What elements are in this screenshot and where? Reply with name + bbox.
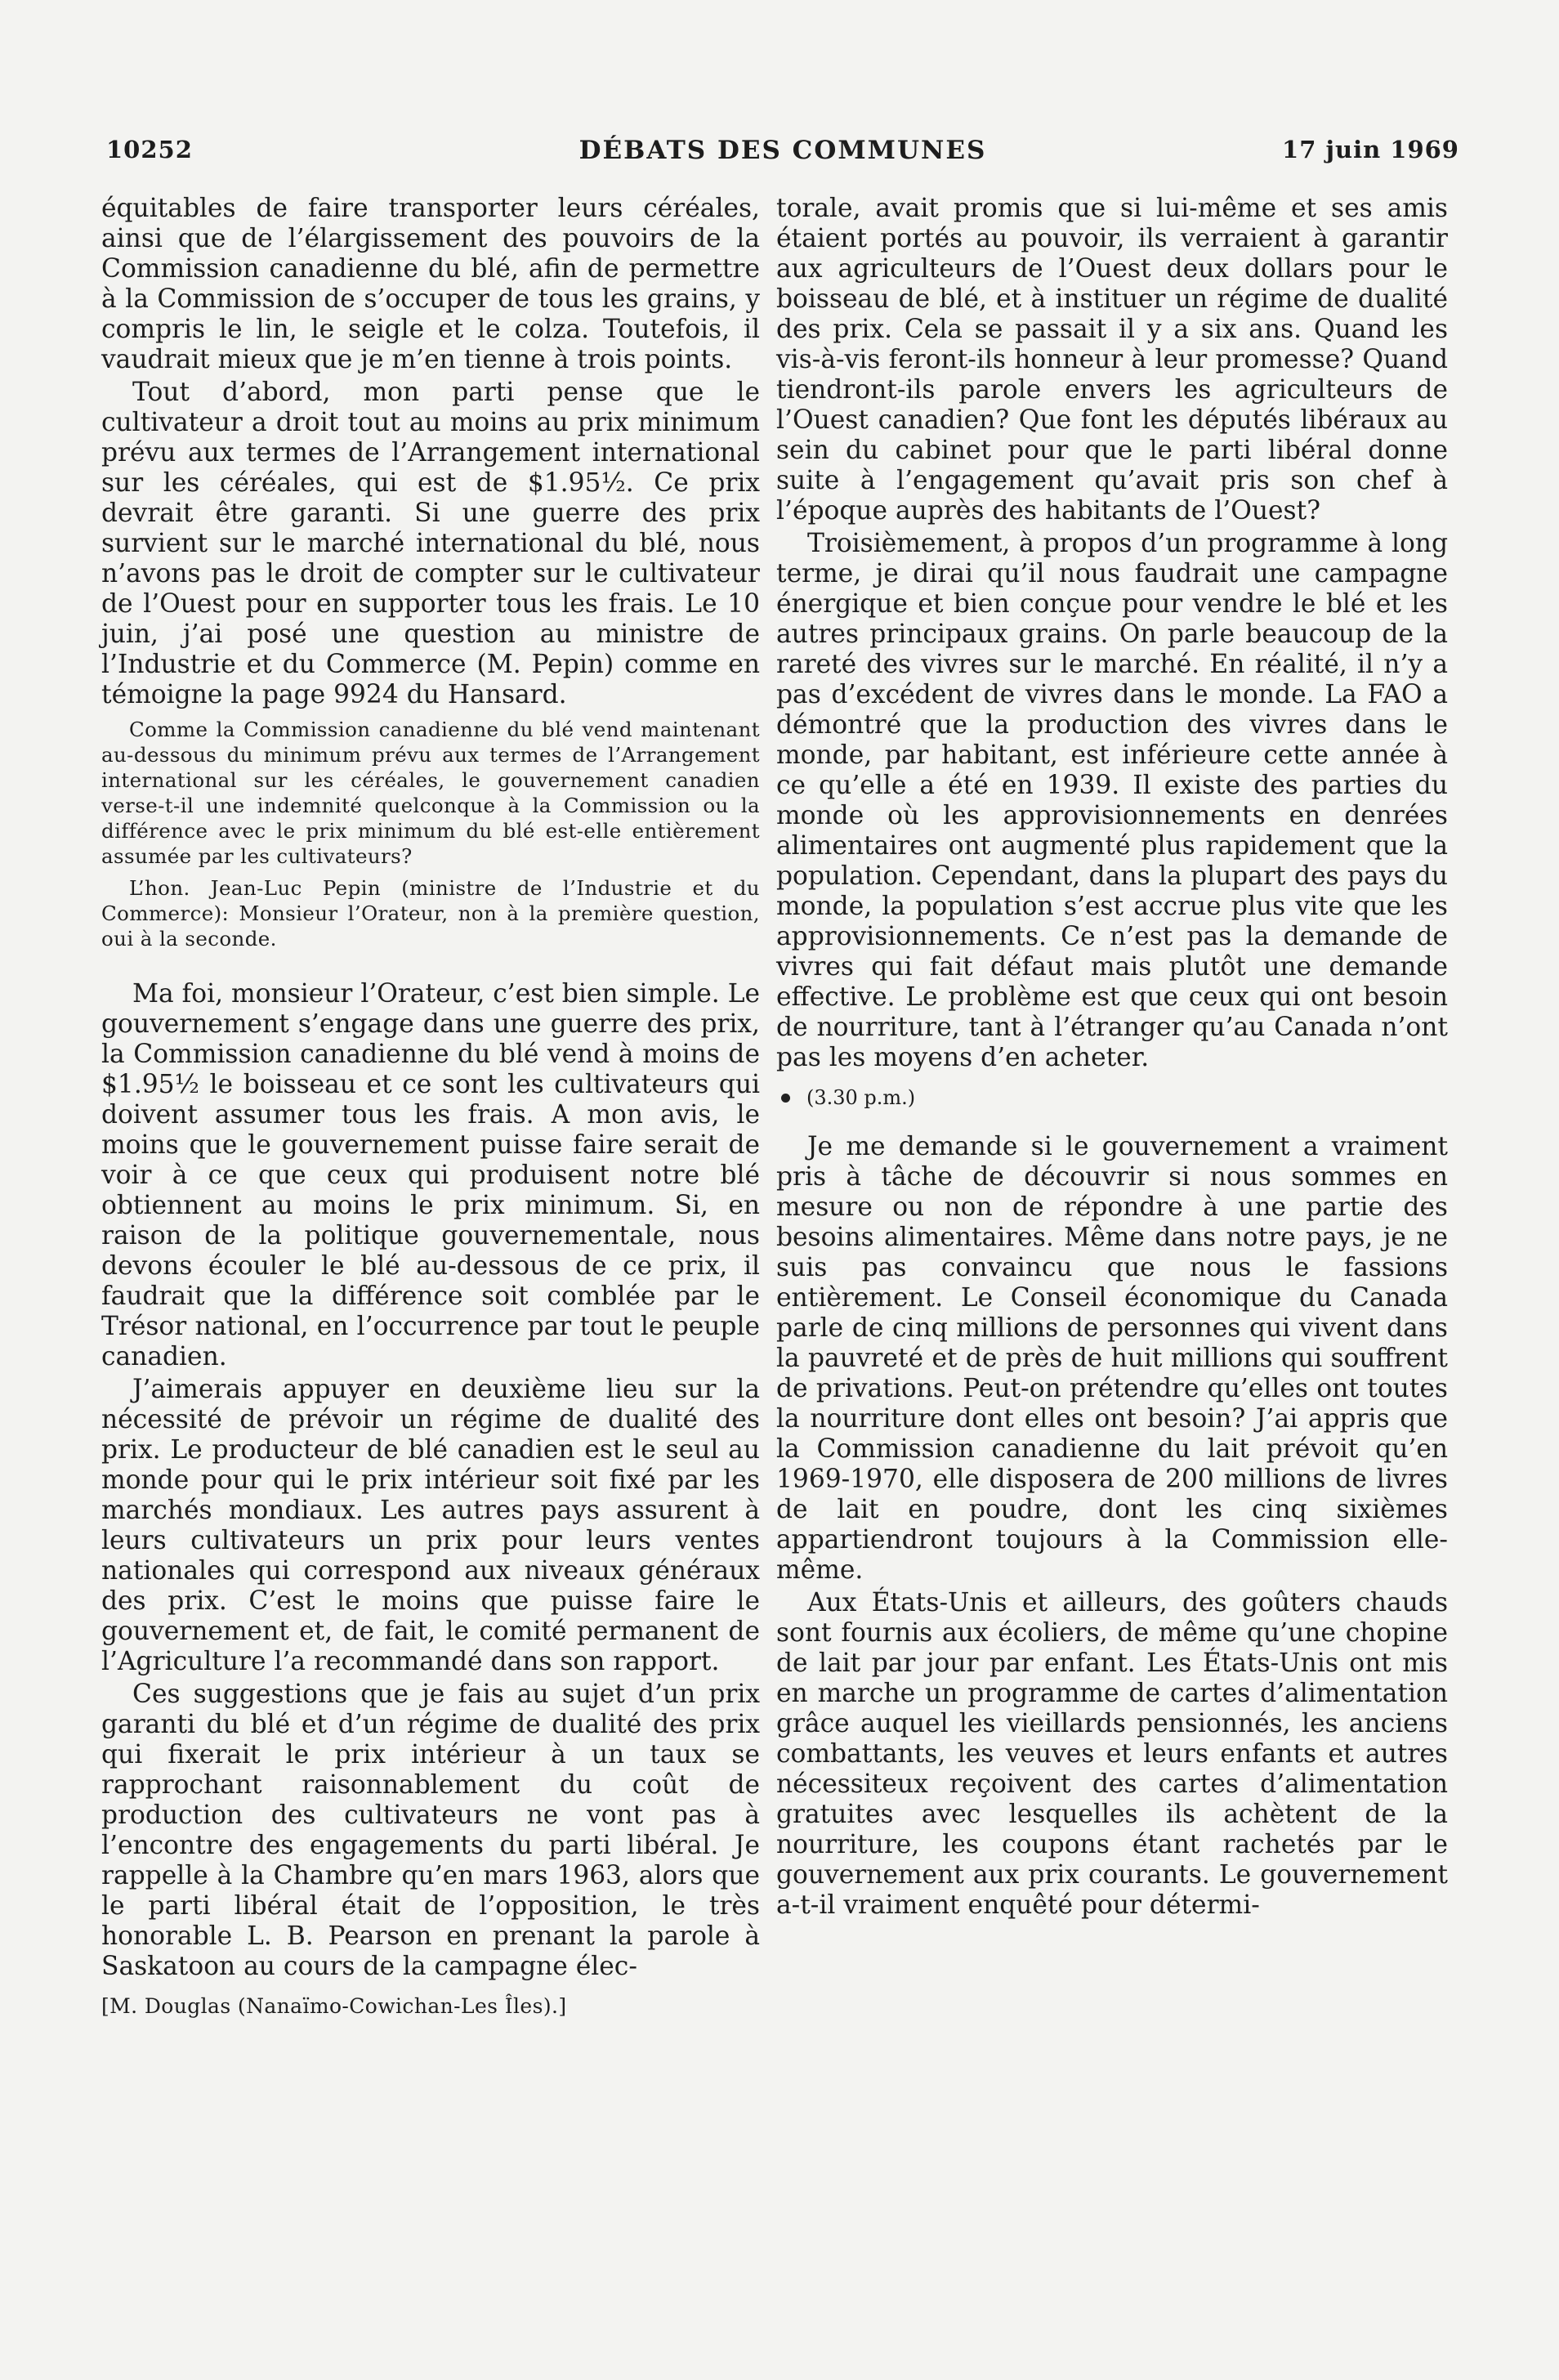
right-column (776, 194, 1448, 1923)
left-column (101, 194, 760, 2020)
paragraph: Je me demande si le gouvernement a vraiment pris à tâche de découvrir si nous sommes en mesure ou non de répondre à une partie des besoins alimentaires. Même dans notre pays, je ne suis pas convaincu que nous le fassions entièrement. Le Conseil économique du Canada parle de cinq millions de personnes qui vivent dans la pauvreté et de près de huit millions qui souffrent de privations. Peut-on prétendre qu’elles ont toutes la nourriture dont elles ont besoin? J’ai appris que la Commission canadienne du lait prévoit qu’en 1969-1970, elle disposera de 200 millions de livres de lait en poudre, dont les cinq sixièmes appartiendront toujours à la Commission elle-même. (776, 1132, 1448, 1585)
paragraph: Ma foi, monsieur l’Orateur, c’est bien simple. Le gouvernement s’engage dans une guerre des prix, la Commission canadienne du blé vend à moins de $1.95½ le boisseau et ce sont les cultivateurs qui doivent assumer tous les frais. A mon avis, le moins que le gouvernement puisse faire serait de voir à ce que ceux qui produisent notre blé obtiennent au moins le prix minimum. Si, en raison de la politique gouvernementale, nous devons écouler le blé au-dessous de ce prix, il faudrait que la différence soit comblée par le Trésor national, en l’occurrence par tout le peuple canadien. (101, 979, 760, 1371)
time-marker (776, 1085, 1448, 1111)
paragraph: Troisièmement, à propos d’un programme à long terme, je dirai qu’il nous faudrait une campagne énergique et bien conçue pour vendre le blé et les autres principaux grains. On parle beaucoup de la rareté des vivres sur le marché. En réalité, il n’y a pas d’excédent de vivres dans le monde. La FAO a démontré que la production des vivres dans le monde, par habitant, est inférieure cette année à ce qu’elle a été en 1939. Il existe des parties du monde où les approvisionnements en denrées alimentaires ont augmenté plus rapidement que la population. Cependant, dans la plupart des pays du monde, la population s’est accrue plus vite que les approvisionnements. Ce n’est pas la demande de vivres qui fait défaut mais plutôt une demande effective. Le problème est que ceux qui ont besoin de nourriture, tant à l’étranger qu’au Canada n’ont pas les moyens d’en acheter. (776, 529, 1448, 1072)
page-number: 10252 (106, 136, 193, 163)
running-title: DÉBATS DES COMMUNES (578, 136, 987, 165)
speaker-attribution: [M. Douglas (Nanaïmo-Cowichan-Les Îles).] (101, 1994, 567, 2018)
paragraph: Ces suggestions que je fais au sujet d’un prix garanti du blé et d’un régime de dualité des prix qui fixerait le prix intérieur à un taux se rapprochant raisonnablement du coût de production des cultivateurs ne vont pas à l’encontre des engagements du parti libéral. Je rappelle à la Chambre qu’en mars 1963, alors que le parti libéral était de l’opposition, le très honorable L. B. Pearson en prenant la parole à Saskatoon au cours de la campagne élec- (101, 1680, 760, 1981)
paragraph: équitables de faire transporter leurs céréales, ainsi que de l’élargissement des pouvoirs de la Commission canadienne du blé, afin de permettre à la Commission de s’occuper de tous les grains, y compris le lin, le seigle et le colza. Toutefois, il vaudrait mieux que je m’en tienne à trois points. (101, 194, 760, 374)
page-date: 17 juin 1969 (1282, 136, 1459, 163)
bullet-icon (781, 1094, 790, 1103)
paragraph: Aux États-Unis et ailleurs, des goûters chauds sont fournis aux écoliers, de même qu’une chopine de lait par jour par enfant. Les États-Unis ont mis en marche un programme de cartes d’alimentation grâce auquel les vieillards pensionnés, les anciens combattants, les veuves et leurs enfants et autres nécessiteux reçoivent des cartes d’alimentation gratuites avec lesquelles ils achètent de la nourriture, les coupons étant rachetés par le gouvernement aux prix courants. Le gouvernement a-t-il vraiment enquêté pour détermi- (776, 1588, 1448, 1920)
time-marker-text: (3.30 p.m.) (806, 1086, 916, 1109)
paragraph: J’aimerais appuyer en deuxième lieu sur la nécessité de prévoir un régime de dualité des prix. Le producteur de blé canadien est le seul au monde pour qui le prix intérieur soit fixé par les marchés mondiaux. Les autres pays assurent à leurs cultivateurs un prix pour leurs ventes nationales qui correspond aux niveaux généraux des prix. C’est le moins que puisse faire le gouvernement et, de fait, le comité permanent de l’Agriculture l’a recommandé dans son rapport. (101, 1375, 760, 1676)
quoted-answer: L’hon. Jean-Luc Pepin (ministre de l’Industrie et du Commerce): Monsieur l’Orateur, non à la première question, oui à la seconde. (101, 876, 760, 951)
paragraph: torale, avait promis que si lui-même et ses amis étaient portés au pouvoir, ils verraient à garantir aux agriculteurs de l’Ouest deux dollars pour le boisseau de blé, et à instituer un régime de dualité des prix. Cela se passait il y a six ans. Quand les vis-à-vis feront-ils honneur à leur promesse? Quand tiendront-ils parole envers les agriculteurs de l’Ouest canadien? Que font les députés libéraux au sein du cabinet pour que le parti libéral donne suite à l’engagement qu’avait pris son chef à l’époque auprès des habitants de l’Ouest? (776, 194, 1448, 526)
quoted-question: Comme la Commission canadienne du blé vend maintenant au-dessous du minimum prévu aux termes de l’Arrangement international sur les céréales, le gouvernement canadien verse-t-il une indemnité quelconque à la Commission ou la différence avec le prix minimum du blé est-elle entièrement assumée par les cultivateurs? (101, 718, 760, 868)
page-header (106, 136, 1459, 173)
paragraph: Tout d’abord, mon parti pense que le cultivateur a droit tout au moins au prix minimum prévu aux termes de l’Arrangement international sur les céréales, qui est de $1.95½. Ce prix devrait être garanti. Si une guerre des prix survient sur le marché international du blé, nous n’avons pas le droit de compter sur le cultivateur de l’Ouest pour en supporter tous les frais. Le 10 juin, j’ai posé une question au ministre de l’Industrie et du Commerce (M. Pepin) comme en témoigne la page 9924 du Hansard. (101, 378, 760, 709)
